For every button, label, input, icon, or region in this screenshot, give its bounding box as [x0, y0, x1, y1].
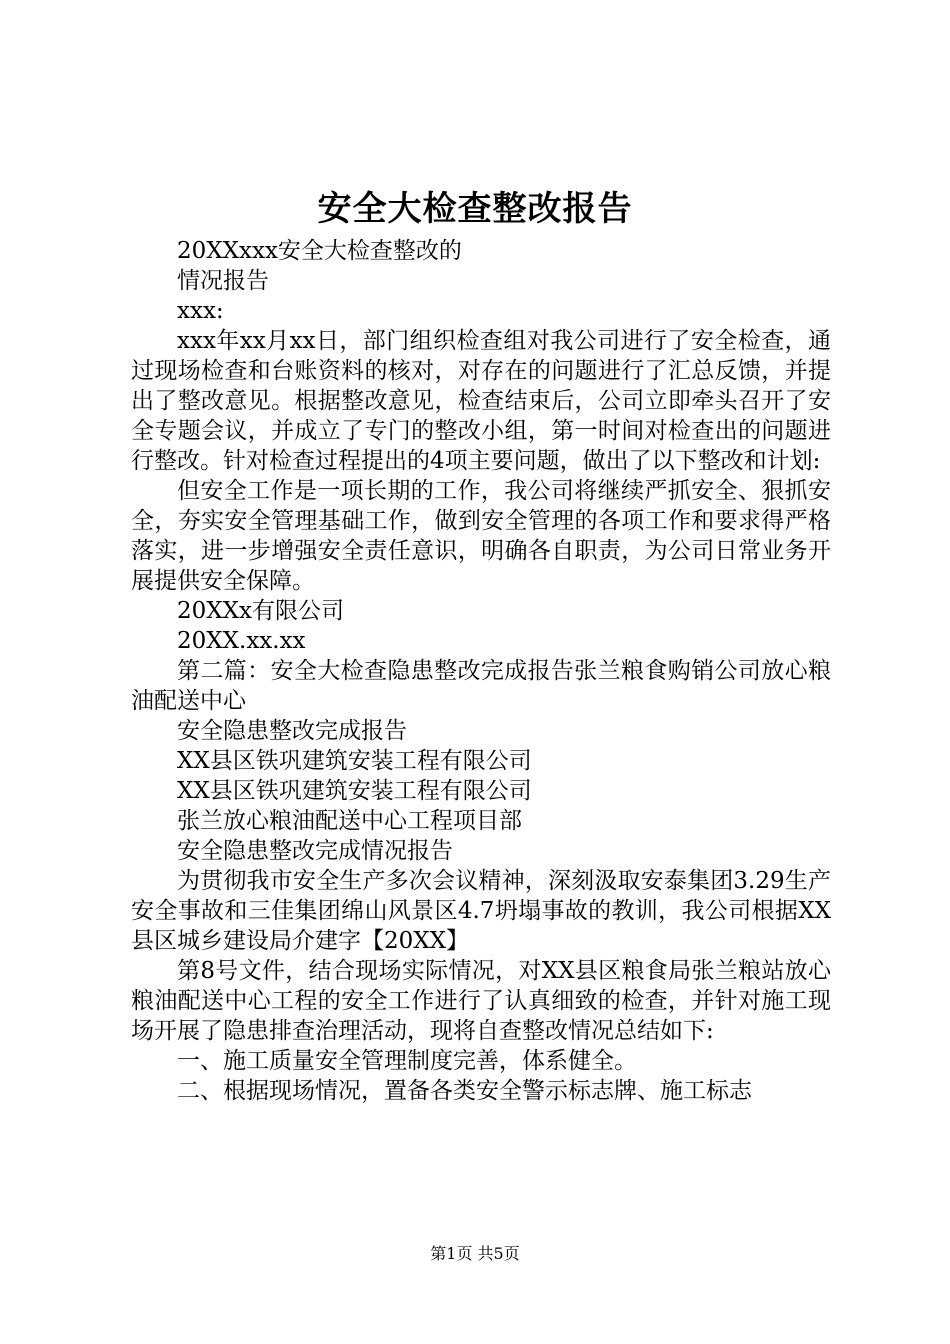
- paragraph-inspection-details: 第8号文件，结合现场实际情况，对XX县区粮食局张兰粮站放心粮油配送中心工程的安全工作进行了认真细致的检查，并针对施工现场开展了隐患排查治理活动，现将自查整改情况总结如下:: [131, 958, 831, 1044]
- paragraph-completion-status-title: 安全隐患整改完成情况报告: [177, 838, 453, 864]
- document-title: 安全大检查整改报告: [317, 189, 633, 229]
- paragraph-inspection-summary: xxx年xx月xx日，部门组织检查组对我公司进行了安全检查，通过现场检查和台账资料的核对，对存在的问题进行了汇总反馈，并提出了整改意见。根据整改意见，检查结束后，公司立即牵头召开了安全专题会议，并成立了专门的整改小组，第一时间对检查出的问题进行整改。针对检查过程提出的4项主要问题，做出了以下整改和计划:: [131, 328, 831, 474]
- paragraph-company-name-2: XX县区铁巩建筑安装工程有限公司: [177, 778, 532, 804]
- paragraph-item-one: 一、施工质量安全管理制度完善，体系健全。: [177, 1048, 637, 1074]
- page-footer: 第1页 共5页: [430, 1244, 520, 1263]
- paragraph-company-signature: 20XXx有限公司: [177, 598, 344, 624]
- document-body: [131, 236, 831, 1106]
- paragraph-part-two-heading: 第二篇：安全大检查隐患整改完成报告张兰粮食购销公司放心粮油配送中心: [131, 658, 831, 714]
- paragraph-company-name-1: XX县区铁巩建筑安装工程有限公司: [177, 748, 532, 774]
- paragraph-salutation: xxx:: [177, 298, 224, 324]
- paragraph-item-two: 二、根据现场情况，置备各类安全警示标志牌、施工标志: [177, 1078, 752, 1104]
- paragraph-completion-report-title: 安全隐患整改完成报告: [177, 718, 407, 744]
- paragraph-report-subheading: 情况报告: [177, 268, 269, 294]
- paragraph-project-department: 张兰放心粮油配送中心工程项目部: [177, 808, 522, 834]
- paragraph-report-heading: 20XXxxx安全大检查整改的: [177, 238, 462, 264]
- paragraph-date: 20XX.xx.xx: [177, 628, 306, 654]
- paragraph-commitment: 但安全工作是一项长期的工作，我公司将继续严抓安全、狠抓安全，夯实安全管理基础工作，做到安全管理的各项工作和要求得严格落实，进一步增强安全责任意识，明确各自职责，为公司日常业务开展提供安全保障。: [131, 478, 831, 594]
- paragraph-background: 为贯彻我市安全生产多次会议精神，深刻汲取安泰集团3.29生产安全事故和三佳集团绵山风景区4.7坍塌事故的教训，我公司根据XX县区城乡建设局介建字【20XX】: [131, 868, 831, 954]
